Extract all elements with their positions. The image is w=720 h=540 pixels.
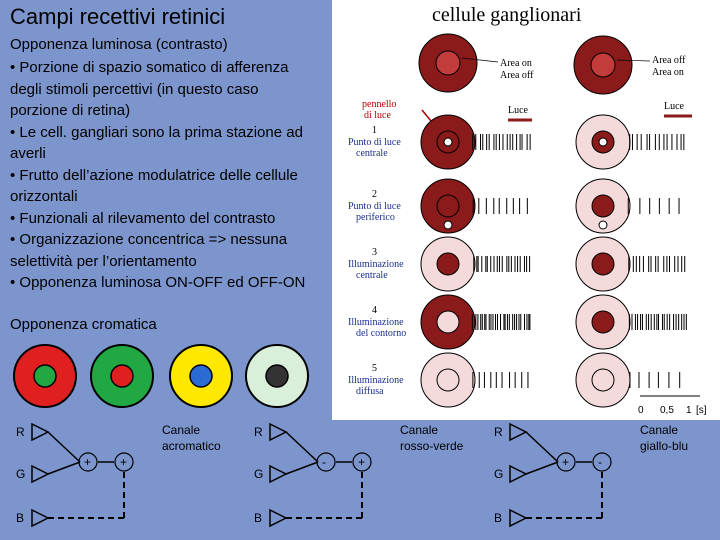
- receptive-field-center: [592, 253, 614, 275]
- legend-area-off-right: Area off: [652, 55, 686, 66]
- bullet-line: porzione di retina): [10, 102, 131, 119]
- row-number: 3: [372, 247, 377, 258]
- photoreceptor-triangle: [32, 424, 48, 440]
- photoreceptor-triangle: [510, 510, 526, 526]
- photoreceptor-triangle: [510, 466, 526, 482]
- bullet-line: orizzontali: [10, 188, 78, 205]
- dot-green-red: [91, 345, 153, 407]
- luce-right-label: Luce: [664, 101, 684, 112]
- pennello-label-2: di luce: [364, 110, 391, 121]
- input-label: R: [16, 425, 25, 439]
- photoreceptor-triangle: [510, 424, 526, 440]
- bullet-line: • Opponenza luminosa ON-OFF ed OFF-ON: [10, 274, 306, 291]
- bullet-line: averli: [10, 145, 46, 162]
- luce-left-label: Luce: [508, 105, 528, 116]
- photoreceptor-triangle: [32, 466, 48, 482]
- row-label: Illuminazione: [348, 259, 404, 270]
- legend-area-on-right: Area on: [652, 67, 684, 78]
- input-label: G: [16, 467, 26, 481]
- light-spot: [444, 221, 452, 229]
- receptive-field-center: [592, 195, 614, 217]
- receptive-field-center: [437, 253, 459, 275]
- light-spot: [599, 221, 607, 229]
- row-number: 5: [372, 363, 377, 374]
- time-tick-05: 0,5: [660, 405, 674, 416]
- channel-label: acromatico: [162, 439, 221, 453]
- input-label: B: [254, 511, 263, 525]
- section-heading-chromatic: Opponenza cromatica: [10, 316, 157, 333]
- input-label: R: [494, 425, 503, 439]
- row-label: diffusa: [356, 386, 384, 397]
- time-tick-0: 0: [638, 405, 644, 416]
- channel-label: Canale: [400, 423, 439, 437]
- figure-title: cellule ganglionari: [432, 4, 582, 26]
- receptive-field-center: [437, 369, 459, 391]
- time-unit: [s]: [696, 405, 707, 416]
- node-sign: -: [322, 455, 326, 469]
- ganglion-cells-figure: [332, 0, 720, 420]
- row-label: periferico: [356, 212, 395, 223]
- row-label: Punto di luce: [348, 137, 401, 148]
- light-spot: [599, 138, 607, 146]
- bullet-line: • Porzione di spazio somatico di afferenza: [10, 59, 289, 76]
- section-heading-luminance: Opponenza luminosa (contrasto): [10, 36, 228, 53]
- light-spot: [444, 138, 452, 146]
- node-sign: +: [120, 455, 128, 469]
- row-label: Illuminazione: [348, 317, 404, 328]
- input-label: R: [254, 425, 263, 439]
- bullet-line: selettività per l’orientamento: [10, 252, 197, 270]
- time-tick-1: 1: [686, 405, 692, 416]
- photoreceptor-triangle: [32, 510, 48, 526]
- row-label: centrale: [356, 148, 388, 159]
- bullet-line: • Frutto dell’azione modulatrice delle cellule: [10, 166, 298, 184]
- photoreceptor-triangle: [270, 424, 286, 440]
- bullet-list: [10, 57, 340, 294]
- row-label: del contorno: [356, 328, 407, 339]
- node-sign: +: [358, 455, 366, 469]
- row-number: 2: [372, 189, 377, 200]
- receptive-field-center: [437, 195, 459, 217]
- row-label: Illuminazione: [348, 375, 404, 386]
- channel-label: Canale: [162, 423, 201, 437]
- receptive-field-center: [437, 311, 459, 333]
- bullet-line: • Le cell. gangliari sono la prima stazione ad: [10, 123, 303, 141]
- row-label: centrale: [356, 270, 388, 281]
- summing-node: [317, 453, 335, 471]
- legend-area-on-left: Area on: [500, 58, 532, 69]
- dot-white-black: [246, 345, 308, 407]
- row-label: Punto di luce: [348, 201, 401, 212]
- ganglion-figure-canvas: [332, 0, 720, 420]
- receptive-field-center: [592, 369, 614, 391]
- dot-red-green: [14, 345, 76, 407]
- input-label: G: [494, 467, 504, 481]
- receptive-field-center: [592, 311, 614, 333]
- bullet-line: degli stimoli percettivi (in questo caso: [10, 80, 259, 98]
- channel-label: rosso-verde: [400, 439, 464, 453]
- slide-title: Campi recettivi retinici: [10, 4, 226, 29]
- photoreceptor-triangle: [270, 466, 286, 482]
- figure-rows: [348, 34, 686, 407]
- wire: [286, 432, 318, 474]
- chromatic-dots: [0, 340, 330, 415]
- node-sign: +: [562, 455, 570, 469]
- opponent-channel-circuits: [0, 418, 720, 540]
- pennello-label: pennello: [362, 99, 397, 110]
- legend-cell-right-center: [591, 53, 615, 77]
- input-label: B: [16, 511, 25, 525]
- input-label: G: [254, 467, 264, 481]
- dot-yellow-blue: [170, 345, 232, 407]
- input-label: B: [494, 511, 503, 525]
- wire: [48, 432, 80, 474]
- row-number: 1: [372, 125, 377, 136]
- channel-label: giallo-blu: [640, 439, 689, 453]
- photoreceptor-triangle: [270, 510, 286, 526]
- row-number: 4: [372, 305, 377, 316]
- bullet-line: • Organizzazione concentrica => nessuna: [10, 231, 288, 248]
- channel-label: Canale: [640, 423, 679, 437]
- node-sign: +: [84, 455, 92, 469]
- wire: [526, 432, 558, 474]
- summing-node: [593, 453, 611, 471]
- node-sign: -: [598, 455, 602, 469]
- legend-cell-left-center: [436, 51, 460, 75]
- legend-area-off-left: Area off: [500, 70, 534, 81]
- bullet-line: • Funzionali al rilevamento del contrasto: [10, 209, 276, 227]
